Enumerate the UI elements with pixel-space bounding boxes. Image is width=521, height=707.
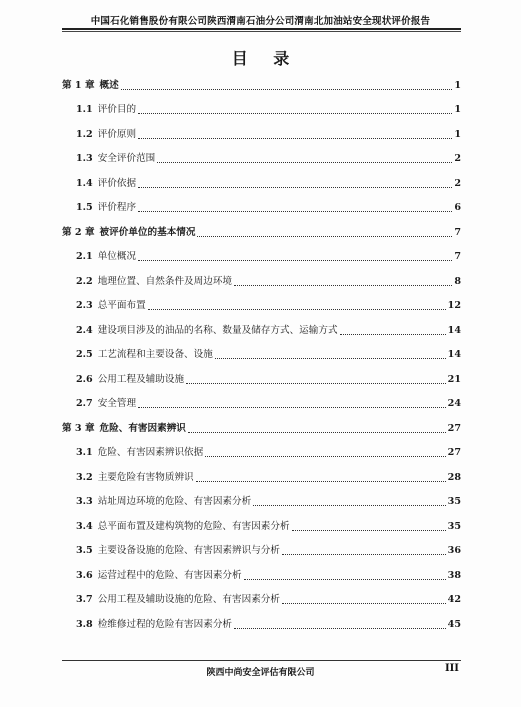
toc-entry-number: 2.5 <box>76 349 93 360</box>
footer-company: 陕西中尚安全评估有限公司 <box>206 668 315 678</box>
toc-entry-number: 第 1 章 <box>62 79 95 91</box>
toc-leader-dots <box>186 383 446 384</box>
toc-entry-number: 第 2 章 <box>62 226 95 238</box>
toc-leader-dots <box>138 211 452 212</box>
toc-entry[interactable] <box>62 390 461 415</box>
toc-entry-page: 42 <box>447 594 461 605</box>
toc-entry-number: 3.3 <box>76 496 93 507</box>
toc-leader-dots <box>157 162 452 163</box>
toc-leader-dots <box>148 309 446 310</box>
toc-entry-number: 3.2 <box>76 471 93 483</box>
toc-entry[interactable] <box>62 512 461 537</box>
toc-entry-title: 安全评价范围 <box>97 153 156 164</box>
toc-entry-title: 单位概况 <box>97 251 137 262</box>
toc-entry-title: 公用工程及辅助设施的危险、有害因素分析 <box>97 594 280 605</box>
toc-entry-number: 1.2 <box>76 128 93 140</box>
toc-entry-number: 3.8 <box>76 618 93 630</box>
toc-entry[interactable] <box>62 537 461 562</box>
toc-entry-page: 28 <box>447 471 461 483</box>
toc-entry[interactable] <box>62 586 461 611</box>
toc-entry-number: 2.2 <box>76 275 93 287</box>
toc-entry-number: 2.3 <box>76 300 93 311</box>
toc-entry-title: 危险、有害因素辨识依据 <box>97 447 204 458</box>
toc-entry-title: 站址周边环境的危险、有害因素分析 <box>97 496 252 507</box>
toc-entry-title: 地理位置、自然条件及周边环境 <box>97 275 233 287</box>
toc-entry-title: 检维修过程的危险有害因素分析 <box>97 618 233 630</box>
toc-leader-dots <box>121 89 453 90</box>
toc-leader-dots <box>138 113 452 114</box>
toc-leader-dots <box>138 187 452 188</box>
footer-rule <box>62 660 461 661</box>
toc-entry-number: 1.3 <box>76 153 93 164</box>
toc-entry[interactable] <box>62 120 461 145</box>
toc-entry[interactable] <box>62 341 461 366</box>
toc-entry-page: 14 <box>447 349 461 360</box>
toc-entry-page: 27 <box>447 447 461 458</box>
toc-leader-dots <box>138 260 452 261</box>
toc-entry[interactable] <box>62 316 461 341</box>
toc-entry-title: 运营过程中的危险、有害因素分析 <box>97 569 242 581</box>
toc-entry[interactable] <box>62 243 461 268</box>
toc-leader-dots <box>234 628 446 629</box>
header-rule <box>62 28 461 30</box>
toc-entry-title: 评价程序 <box>97 202 137 213</box>
toc-entry-title: 被评价单位的基本情况 <box>99 226 196 238</box>
toc-leader-dots <box>138 407 446 408</box>
toc-entry-page: 24 <box>447 398 461 409</box>
toc-entry-title: 危险、有害因素辨识 <box>99 422 186 434</box>
toc-entry-number: 1.5 <box>76 202 93 213</box>
toc-entry-number: 3.7 <box>76 594 93 605</box>
toc-leader-dots <box>244 579 446 580</box>
toc-entry-number: 1.1 <box>76 104 93 115</box>
toc-leader-dots <box>282 554 446 555</box>
toc-entry-page: 2 <box>454 177 461 189</box>
toc-entry-page: 8 <box>454 275 461 287</box>
toc-entry-number: 2.4 <box>76 324 93 336</box>
toc-entry-number: 2.7 <box>76 398 93 409</box>
toc-entry[interactable] <box>62 610 461 635</box>
toc-entry-title: 总平面布置及建构筑物的危险、有害因素分析 <box>97 520 290 532</box>
toc-entry[interactable] <box>62 169 461 194</box>
toc-entry-title: 公用工程及辅助设施 <box>97 373 185 385</box>
toc-entry-page: 2 <box>454 153 461 164</box>
toc-entry-page: 1 <box>454 79 461 91</box>
toc-entry-title: 概述 <box>99 79 119 91</box>
toc-leader-dots <box>253 505 445 506</box>
toc-entry-title: 评价目的 <box>97 104 137 115</box>
toc-entry-page: 35 <box>447 496 461 507</box>
toc-entry[interactable] <box>62 145 461 170</box>
running-header: 中国石化销售股份有限公司陕西渭南石油分公司渭南北加油站安全现状评价报告 <box>90 16 431 27</box>
toc-entry[interactable] <box>62 488 461 513</box>
toc-entry-page: 1 <box>454 104 461 115</box>
toc-entry-title: 工艺流程和主要设备、设施 <box>97 349 213 360</box>
toc-entry-page: 7 <box>454 251 461 262</box>
toc-entry-page: 21 <box>447 373 461 385</box>
toc-entry-page: 45 <box>447 618 461 630</box>
toc-entry[interactable] <box>62 414 461 439</box>
toc-entry[interactable] <box>62 561 461 586</box>
toc-entry-number: 3.1 <box>76 447 93 458</box>
toc-leader-dots <box>188 432 446 433</box>
toc-leader-dots <box>138 138 452 139</box>
toc-leader-dots <box>196 481 446 482</box>
toc-entry-page: 36 <box>447 545 461 556</box>
toc-leader-dots <box>292 530 446 531</box>
toc-entry-page: 27 <box>447 422 461 434</box>
toc-leader-dots <box>340 334 446 335</box>
toc-entry[interactable] <box>62 267 461 292</box>
toc-entry-title: 总平面布置 <box>97 300 146 311</box>
toc-entry-number: 3.5 <box>76 545 93 556</box>
toc-entry-title: 安全管理 <box>97 398 137 409</box>
toc-entry-title: 建设项目涉及的油品的名称、数量及储存方式、运输方式 <box>97 324 338 336</box>
toc-entry-number: 第 3 章 <box>62 422 95 434</box>
toc-entry-number: 3.6 <box>76 569 93 581</box>
toc-entry-title: 主要危险有害物质辨识 <box>97 471 194 483</box>
toc-leader-dots <box>215 358 446 359</box>
toc-entry-page: 6 <box>454 202 461 213</box>
toc-entry-page: 12 <box>447 300 461 311</box>
toc-entry[interactable] <box>62 218 461 243</box>
toc-entry[interactable] <box>62 71 461 96</box>
toc-leader-dots <box>282 603 446 604</box>
toc-entry[interactable] <box>62 463 461 488</box>
toc-entry-title: 主要设备设施的危险、有害因素辨识与分析 <box>97 545 280 556</box>
toc-entry-page: 38 <box>447 569 461 581</box>
toc-entry-number: 2.1 <box>76 251 93 262</box>
toc-entry[interactable] <box>62 194 461 219</box>
toc-entry-number: 2.6 <box>76 373 93 385</box>
header-rule-thin <box>62 31 461 32</box>
footer-page-number: III <box>444 663 459 674</box>
toc-entry-number: 1.4 <box>76 177 93 189</box>
toc-entry-number: 3.4 <box>76 520 93 532</box>
toc-entry[interactable] <box>62 292 461 317</box>
toc-leader-dots <box>197 236 452 237</box>
toc-leader-dots <box>205 456 445 457</box>
toc-entry[interactable] <box>62 96 461 121</box>
page-title: 目 录 <box>231 49 300 68</box>
table-of-contents <box>62 71 461 635</box>
toc-entry-page: 1 <box>454 128 461 140</box>
toc-entry-title: 评价原则 <box>97 128 137 140</box>
toc-leader-dots <box>234 285 452 286</box>
toc-entry[interactable] <box>62 365 461 390</box>
toc-entry-page: 35 <box>447 520 461 532</box>
toc-entry-title: 评价依据 <box>97 177 137 189</box>
toc-entry-page: 7 <box>454 226 461 238</box>
toc-entry-page: 14 <box>447 324 461 336</box>
toc-entry[interactable] <box>62 439 461 464</box>
